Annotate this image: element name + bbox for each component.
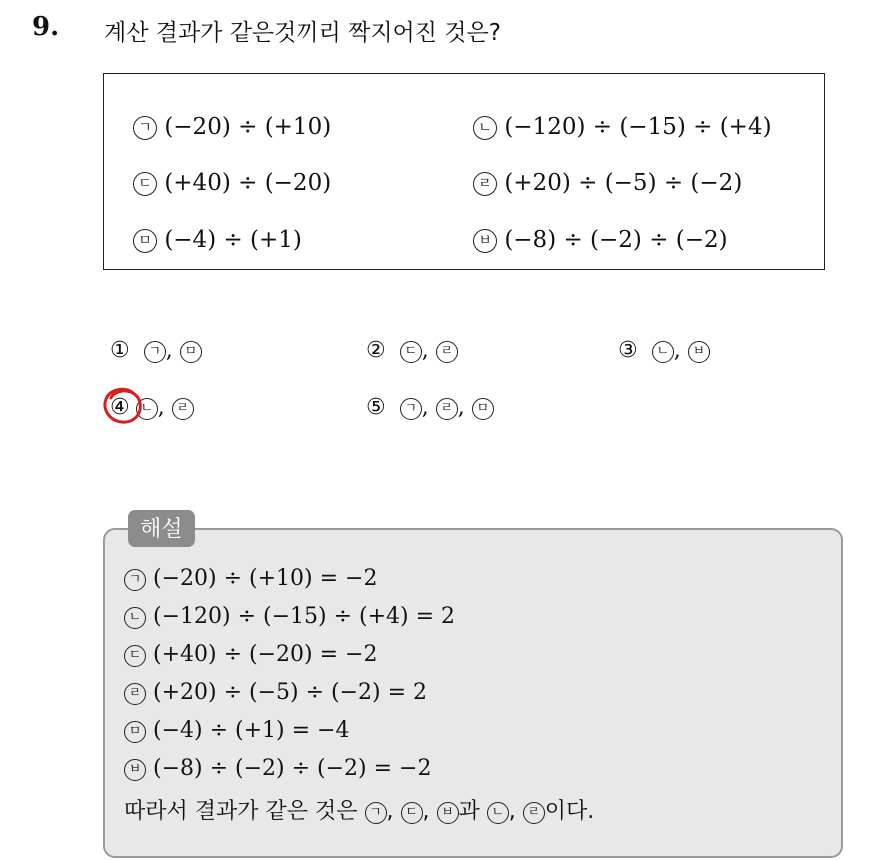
- question-text: 계산 결과가 같은것끼리 짝지어진 것은?: [104, 20, 501, 46]
- circled-mark-icon: ㄱ: [365, 802, 387, 824]
- solution-line: [124, 566, 377, 591]
- circled-mark-icon: ㅂ: [473, 229, 497, 253]
- box-item-expression: (−8) ÷ (−2) ÷ (−2): [504, 227, 728, 253]
- circled-mark-icon: ㄱ: [400, 398, 422, 420]
- circled-mark-icon: ㅁ: [133, 229, 157, 253]
- choice-2[interactable]: [366, 338, 458, 363]
- solution-conclusion: 따라서 결과가 같은 것은 ㄱ , ㄷ , ㅂ 과 ㄴ , ㄹ 이다.: [124, 799, 595, 824]
- conclusion-prefix: 따라서 결과가 같은 것은: [124, 799, 365, 824]
- solution-line: [124, 642, 377, 667]
- separator: ,: [421, 338, 429, 363]
- circled-mark-icon: ㄴ: [124, 607, 146, 629]
- circled-mark-icon: ㄹ: [523, 802, 545, 824]
- circled-mark-icon: ㄷ: [133, 172, 157, 196]
- circled-mark-icon: ㄴ: [487, 802, 509, 824]
- circled-mark-icon: ㄴ: [473, 116, 497, 140]
- circled-mark-icon: ㅁ: [124, 721, 146, 743]
- box-item-expression: (−4) ÷ (+1): [164, 227, 302, 253]
- box-item-expression: (−120) ÷ (−15) ÷ (+4): [504, 114, 772, 140]
- solution-equation: (+40) ÷ (−20) = −2: [153, 642, 378, 667]
- choice-number: ①: [110, 338, 130, 363]
- circled-mark-icon: ㅂ: [437, 802, 459, 824]
- box-item: [133, 114, 331, 140]
- circled-mark-icon: ㄷ: [400, 341, 422, 363]
- question-number: 9.: [32, 12, 60, 42]
- box-item: [473, 114, 772, 140]
- circled-mark-icon: ㄱ: [144, 341, 166, 363]
- separator: ,: [457, 395, 465, 420]
- box-item-expression: (+20) ÷ (−5) ÷ (−2): [504, 170, 743, 196]
- circled-mark-icon: ㅁ: [180, 341, 202, 363]
- circled-mark-icon: ㄱ: [124, 569, 146, 591]
- circled-mark-icon: ㄱ: [133, 116, 157, 140]
- separator: ,: [421, 395, 429, 420]
- circled-mark-icon: ㅂ: [688, 341, 710, 363]
- separator: ,: [165, 338, 173, 363]
- circled-mark-icon: ㄷ: [124, 645, 146, 667]
- box-item: [473, 170, 742, 196]
- solution-equation: (+20) ÷ (−5) ÷ (−2) = 2: [153, 680, 428, 705]
- solution-equation: (−20) ÷ (+10) = −2: [153, 566, 378, 591]
- solution-line: [124, 718, 349, 743]
- solution-line: [124, 756, 431, 781]
- box-item: [133, 227, 302, 253]
- circled-mark-icon: ㄹ: [436, 341, 458, 363]
- circled-mark-icon: ㄴ: [136, 398, 158, 420]
- conclusion-joiner: 과: [458, 799, 487, 824]
- choice-3[interactable]: [618, 338, 710, 363]
- box-item-expression: (−20) ÷ (+10): [164, 114, 332, 140]
- choice-5[interactable]: [366, 395, 494, 420]
- conclusion-suffix: 이다.: [544, 799, 595, 824]
- choice-number: ③: [618, 338, 638, 363]
- choice-number: ⑤: [366, 395, 386, 420]
- solution-equation: (−120) ÷ (−15) ÷ (+4) = 2: [153, 604, 456, 629]
- choice-1[interactable]: [110, 338, 202, 363]
- circled-mark-icon: ㄴ: [652, 341, 674, 363]
- solution-line: [124, 604, 455, 629]
- circled-mark-icon: ㄹ: [172, 398, 194, 420]
- solution-equation: (−4) ÷ (+1) = −4: [153, 718, 350, 743]
- solution-equation: (−8) ÷ (−2) ÷ (−2) = −2: [153, 756, 432, 781]
- box-item: [133, 170, 331, 196]
- circled-mark-icon: ㅂ: [124, 759, 146, 781]
- solution-line: [124, 680, 427, 705]
- circled-mark-icon: ㄹ: [436, 398, 458, 420]
- solution-label: 해설: [128, 510, 195, 547]
- separator: ,: [673, 338, 681, 363]
- choice-number: ④: [110, 395, 130, 420]
- box-item: [473, 227, 728, 253]
- circled-mark-icon: ㄷ: [401, 802, 423, 824]
- circled-mark-icon: ㄹ: [124, 683, 146, 705]
- separator: ,: [157, 395, 165, 420]
- choice-number: ②: [366, 338, 386, 363]
- circled-mark-icon: ㅁ: [472, 398, 494, 420]
- answer-ring-icon: [102, 386, 144, 426]
- circled-mark-icon: ㄹ: [473, 172, 497, 196]
- box-item-expression: (+40) ÷ (−20): [164, 170, 332, 196]
